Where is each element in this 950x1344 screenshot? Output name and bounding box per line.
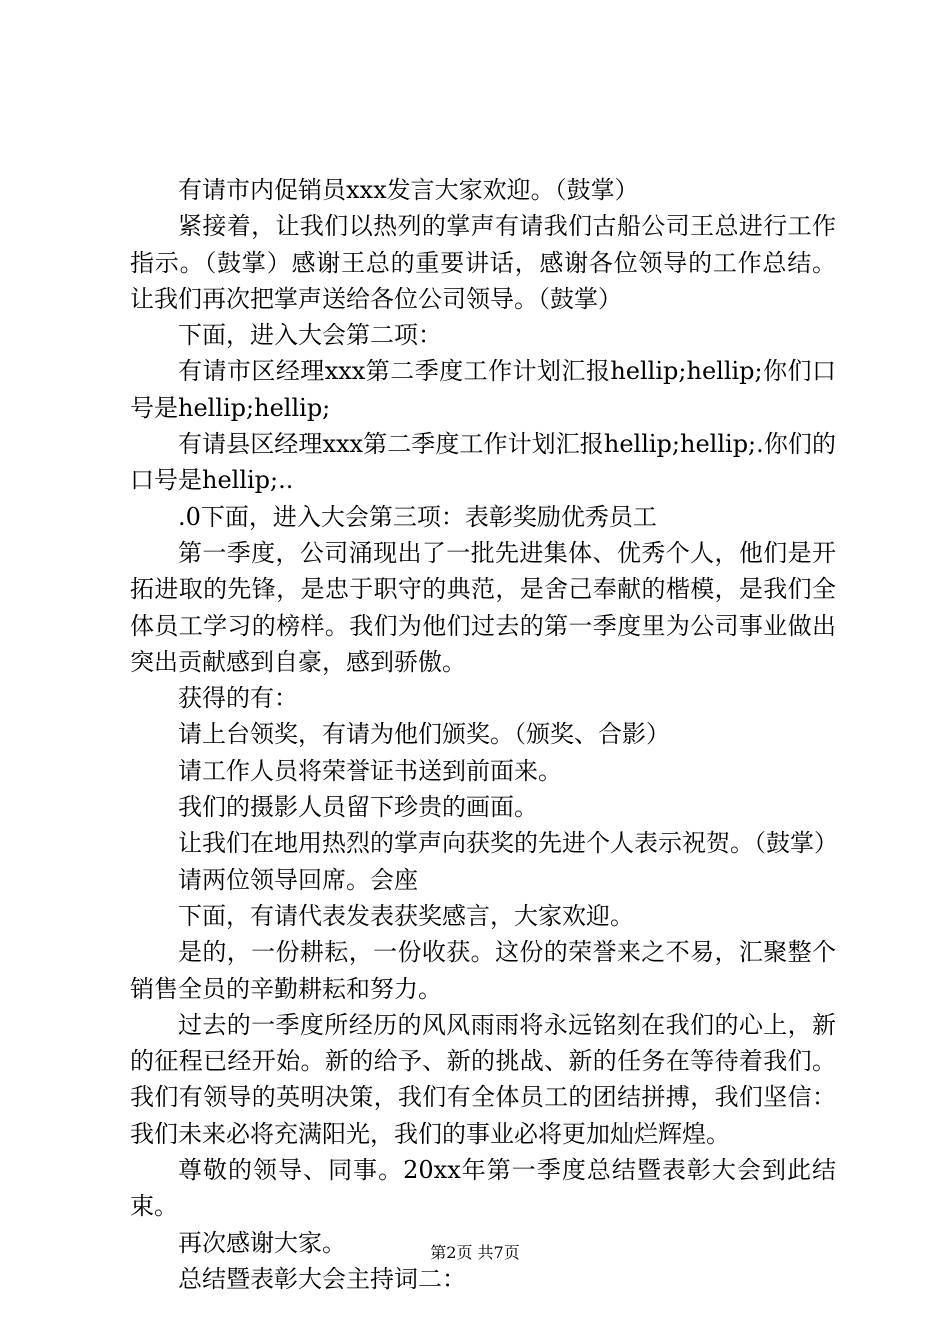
paragraph: 请上台领奖，有请为他们颁奖。（颁奖、合影） bbox=[178, 720, 670, 749]
paragraph: 获得的有： bbox=[178, 684, 298, 713]
page-footer bbox=[0, 1243, 950, 1263]
paragraph: 下面，有请代表发表获奖感言，大家欢迎。 bbox=[178, 901, 634, 930]
document-body bbox=[130, 172, 836, 1297]
paragraph: 过去的一季度所经历的风风雨雨将永远铭刻在我们的心上，新的征程已经开始。新的给予、新的挑战、新的任务在等待着我们。我们有领导的英明决策，我们有全体员工的团结拼搏，我们坚信：我们未来必将充满阳光，我们的事业必将更加灿烂辉煌。 bbox=[130, 1010, 836, 1148]
paragraph: 有请县区经理xxx第二季度工作计划汇报hellip;hellip;.你们的口号是hellip;.. bbox=[130, 430, 836, 495]
paragraph: .0下面，进入大会第三项：表彰奖励优秀员工 bbox=[178, 502, 657, 531]
paragraph: 请工作人员将荣誉证书送到前面来。 bbox=[178, 756, 562, 785]
paragraph: 有请市区经理xxx第二季度工作计划汇报hellip;hellip;你们口号是hellip;hellip; bbox=[130, 357, 836, 422]
paragraph: 我们的摄影人员留下珍贵的画面。 bbox=[178, 793, 538, 822]
paragraph: 是的，一份耕耘，一份收获。这份的荣誉来之不易，汇聚整个销售全员的辛勤耕耘和努力。 bbox=[130, 938, 836, 1003]
paragraph: 第一季度，公司涌现出了一批先进集体、优秀个人，他们是开拓进取的先锋，是忠于职守的典范，是舍己奉献的楷模，是我们全体员工学习的榜样。我们为他们过去的第一季度里为公司事业做出突出贡献感到自豪，感到骄傲。 bbox=[130, 538, 836, 676]
paragraph: 有请市内促销员xxx发言大家欢迎。（鼓掌） bbox=[178, 176, 639, 204]
paragraph: 紧接着，让我们以热列的掌声有请我们古船公司王总进行工作指示。（鼓掌）感谢王总的重要讲话，感谢各位领导的工作总结。让我们再次把掌声送给各位公司领导。（鼓掌） bbox=[130, 212, 836, 313]
paragraph: 请两位领导回席。会座 bbox=[178, 865, 418, 894]
paragraph: 下面，进入大会第二项： bbox=[178, 321, 442, 350]
paragraph: 总结暨表彰大会主持词二： bbox=[178, 1264, 466, 1293]
paragraph: 尊敬的领导、同事。20xx年第一季度总结暨表彰大会到此结束。 bbox=[130, 1156, 836, 1221]
paragraph: 再次感谢大家。 bbox=[178, 1228, 346, 1257]
page-number-label: 第2页 共7页 bbox=[430, 1243, 520, 1262]
paragraph: 让我们在地用热烈的掌声向获奖的先进个人表示祝贺。（鼓掌） bbox=[178, 829, 838, 858]
